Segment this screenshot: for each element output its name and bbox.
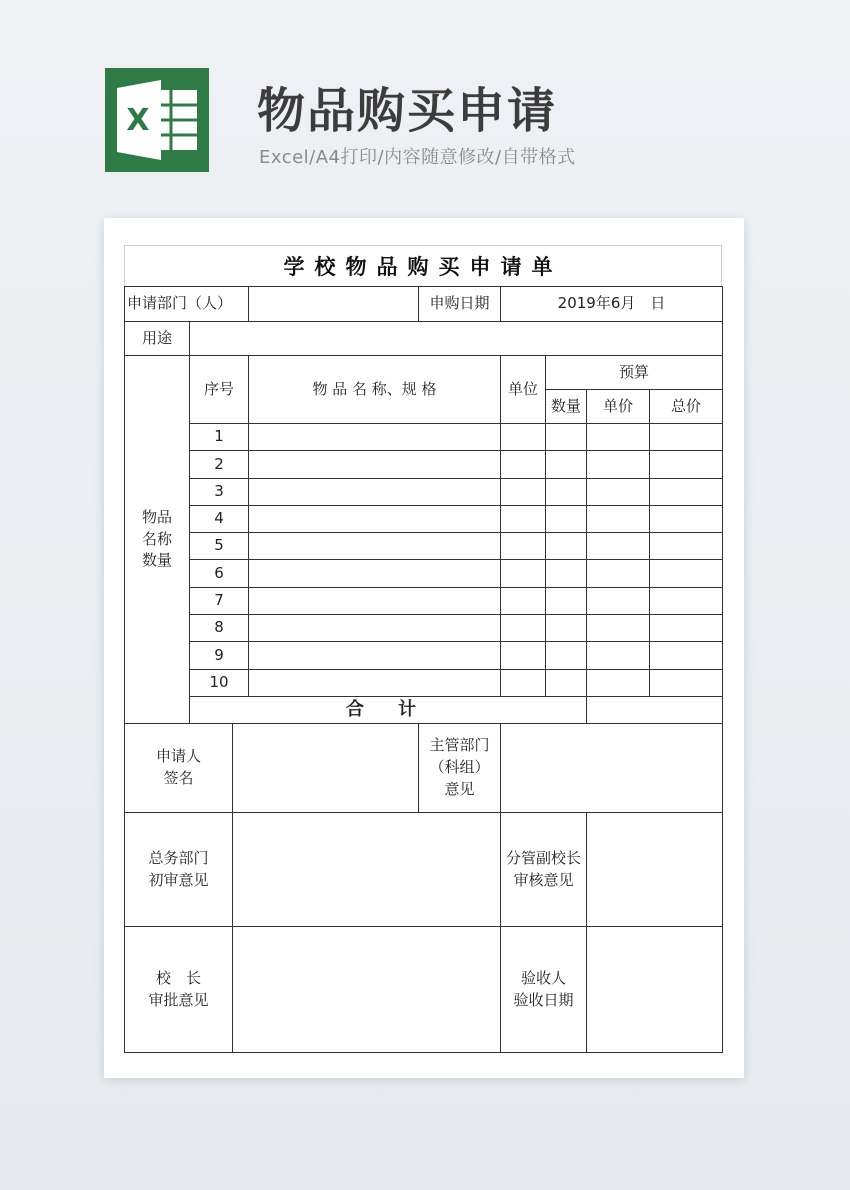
col-item-name: 物 品 名 称、规 格 bbox=[249, 356, 501, 424]
principal-field[interactable] bbox=[233, 927, 501, 1053]
col-budget: 预算 bbox=[546, 356, 723, 390]
table-row bbox=[125, 533, 723, 560]
cell-qty[interactable] bbox=[546, 669, 587, 696]
cell-unit[interactable] bbox=[501, 642, 546, 669]
cell-unit[interactable] bbox=[501, 424, 546, 451]
cell-qty[interactable] bbox=[546, 424, 587, 451]
excel-logo-icon bbox=[105, 68, 209, 172]
cell-item[interactable] bbox=[249, 560, 501, 587]
table-row bbox=[125, 424, 723, 451]
col-seq: 序号 bbox=[190, 356, 249, 424]
cell-price[interactable] bbox=[587, 533, 650, 560]
purchase-form-table bbox=[124, 286, 723, 1053]
form-title: 学校物品购买申请单 bbox=[124, 245, 722, 286]
dept-label: 申请部门（人） bbox=[125, 287, 249, 322]
table-row bbox=[125, 560, 723, 587]
col-qty: 数量 bbox=[546, 390, 587, 424]
cell-item[interactable] bbox=[249, 587, 501, 614]
cell-amount[interactable] bbox=[650, 424, 723, 451]
cell-unit[interactable] bbox=[501, 669, 546, 696]
row-seq: 8 bbox=[190, 615, 249, 642]
cell-amount[interactable] bbox=[650, 451, 723, 478]
cell-qty[interactable] bbox=[546, 533, 587, 560]
cell-amount[interactable] bbox=[650, 478, 723, 505]
total-field[interactable] bbox=[587, 696, 723, 723]
cell-item[interactable] bbox=[249, 533, 501, 560]
cell-amount[interactable] bbox=[650, 533, 723, 560]
cell-item[interactable] bbox=[249, 478, 501, 505]
dept-field[interactable] bbox=[249, 287, 419, 322]
cell-price[interactable] bbox=[587, 587, 650, 614]
dept-opinion-field[interactable] bbox=[501, 724, 723, 813]
cell-price[interactable] bbox=[587, 424, 650, 451]
row-seq: 10 bbox=[190, 669, 249, 696]
dept-opinion-label: 主管部门 （科组） 意见 bbox=[419, 724, 501, 813]
principal-label: 校 长 审批意见 bbox=[125, 927, 233, 1053]
cell-qty[interactable] bbox=[546, 478, 587, 505]
col-price: 单价 bbox=[587, 390, 650, 424]
cell-qty[interactable] bbox=[546, 505, 587, 532]
row-seq: 4 bbox=[190, 505, 249, 532]
cell-unit[interactable] bbox=[501, 505, 546, 532]
cell-price[interactable] bbox=[587, 451, 650, 478]
page-subtitle: Excel/A4打印/内容随意修改/自带格式 bbox=[259, 147, 576, 168]
svg-text:X: X bbox=[126, 103, 150, 138]
applicant-sign-field[interactable] bbox=[233, 724, 419, 813]
row-seq: 6 bbox=[190, 560, 249, 587]
cell-price[interactable] bbox=[587, 642, 650, 669]
cell-item[interactable] bbox=[249, 451, 501, 478]
vice-principal-field[interactable] bbox=[587, 813, 723, 927]
row-seq: 5 bbox=[190, 533, 249, 560]
cell-qty[interactable] bbox=[546, 642, 587, 669]
cell-unit[interactable] bbox=[501, 533, 546, 560]
cell-price[interactable] bbox=[587, 615, 650, 642]
row-seq: 3 bbox=[190, 478, 249, 505]
cell-amount[interactable] bbox=[650, 669, 723, 696]
col-amount: 总价 bbox=[650, 390, 723, 424]
cell-amount[interactable] bbox=[650, 560, 723, 587]
cell-item[interactable] bbox=[249, 669, 501, 696]
cell-amount[interactable] bbox=[650, 587, 723, 614]
general-dept-label: 总务部门 初审意见 bbox=[125, 813, 233, 927]
row-seq: 9 bbox=[190, 642, 249, 669]
table-row bbox=[125, 505, 723, 532]
cell-price[interactable] bbox=[587, 669, 650, 696]
cell-unit[interactable] bbox=[501, 587, 546, 614]
cell-item[interactable] bbox=[249, 615, 501, 642]
cell-item[interactable] bbox=[249, 424, 501, 451]
cell-item[interactable] bbox=[249, 642, 501, 669]
cell-unit[interactable] bbox=[501, 615, 546, 642]
purchase-date-field[interactable]: 2019年6月 日 bbox=[501, 287, 723, 322]
cell-unit[interactable] bbox=[501, 560, 546, 587]
cell-qty[interactable] bbox=[546, 587, 587, 614]
vice-principal-label: 分管副校长 审核意见 bbox=[501, 813, 587, 927]
row-seq: 7 bbox=[190, 587, 249, 614]
cell-qty[interactable] bbox=[546, 451, 587, 478]
total-label: 合 计 bbox=[190, 696, 587, 723]
cell-price[interactable] bbox=[587, 505, 650, 532]
cell-unit[interactable] bbox=[501, 478, 546, 505]
acceptor-label: 验收人 验收日期 bbox=[501, 927, 587, 1053]
purpose-label: 用途 bbox=[125, 322, 190, 356]
table-row bbox=[125, 587, 723, 614]
table-row bbox=[125, 615, 723, 642]
table-row bbox=[125, 642, 723, 669]
row-seq: 2 bbox=[190, 451, 249, 478]
page-title: 物品购买申请 bbox=[257, 83, 558, 139]
row-seq: 1 bbox=[190, 424, 249, 451]
table-row bbox=[125, 669, 723, 696]
cell-amount[interactable] bbox=[650, 642, 723, 669]
items-side-label: 物品 名称 数量 bbox=[125, 356, 190, 724]
cell-qty[interactable] bbox=[546, 615, 587, 642]
general-dept-field[interactable] bbox=[233, 813, 501, 927]
cell-item[interactable] bbox=[249, 505, 501, 532]
table-row bbox=[125, 451, 723, 478]
cell-qty[interactable] bbox=[546, 560, 587, 587]
purpose-field[interactable] bbox=[190, 322, 723, 356]
applicant-sign-label: 申请人 签名 bbox=[125, 724, 233, 813]
cell-amount[interactable] bbox=[650, 505, 723, 532]
cell-price[interactable] bbox=[587, 560, 650, 587]
cell-unit[interactable] bbox=[501, 451, 546, 478]
col-unit: 单位 bbox=[501, 356, 546, 424]
cell-price[interactable] bbox=[587, 478, 650, 505]
table-row bbox=[125, 478, 723, 505]
purchase-date-label: 申购日期 bbox=[419, 287, 501, 322]
acceptor-field[interactable] bbox=[587, 927, 723, 1053]
cell-amount[interactable] bbox=[650, 615, 723, 642]
